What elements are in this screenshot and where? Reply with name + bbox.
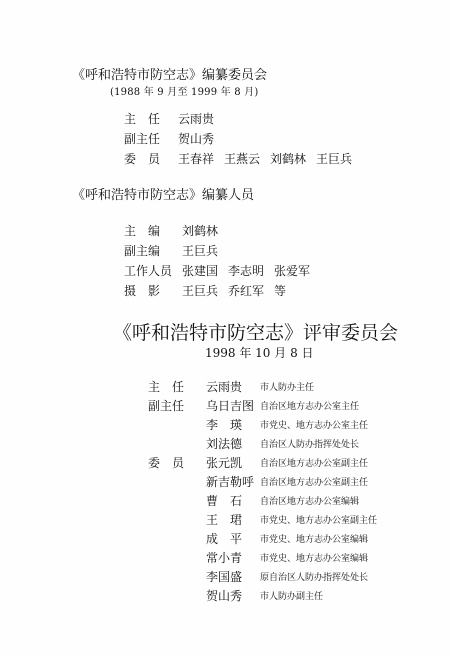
review-row: [148, 378, 448, 396]
review-name: 王 珺: [206, 513, 243, 527]
row-name: 贺山秀: [178, 132, 215, 146]
review-title: 市党史、地方志办公室主任: [260, 421, 369, 431]
row-label: 工作人员: [124, 264, 173, 278]
review-name: 新吉勒呼: [206, 475, 255, 489]
row-name: 王巨兵: [182, 244, 219, 258]
review-title: 自治区地方志办公室副主任: [260, 478, 369, 488]
row-name: 王春祥: [178, 152, 215, 166]
row-label: 副主编: [124, 244, 161, 258]
section2-row-editor: [124, 222, 218, 239]
review-title: 市人防办副主任: [260, 592, 324, 602]
review-role: 副主任: [148, 399, 185, 413]
section3-title: 《呼和浩特市防空志》评审委员会: [113, 322, 399, 344]
review-title: 自治区人防办指挥处处长: [260, 440, 360, 450]
review-name: 成 平: [206, 532, 243, 546]
review-title: 自治区地方志办公室编辑: [260, 497, 360, 507]
review-role: 委 员: [148, 456, 185, 470]
review-name: 曹 石: [206, 494, 243, 508]
review-title: 市人防办主任: [260, 383, 315, 393]
review-title: 市党史、地方志办公室副主任: [260, 516, 378, 526]
section2-row-deputy-editor: [124, 242, 218, 259]
section2-row-staff: [124, 262, 320, 279]
row-name: 王燕云: [224, 152, 261, 166]
section2-title: 《呼和浩特市防空志》编纂人员: [72, 188, 255, 203]
review-name: 常小青: [206, 551, 243, 565]
review-role: 主 任: [148, 380, 185, 394]
review-committee-list: [148, 378, 448, 618]
section1-row-members: [124, 150, 362, 167]
row-name: 王巨兵: [316, 152, 353, 166]
review-title: 自治区地方志办公室副主任: [260, 459, 369, 469]
review-name: 李 瑛: [206, 418, 243, 432]
row-name: 张爱军: [274, 264, 311, 278]
review-row: [148, 530, 448, 548]
row-label: 摄 影: [124, 284, 161, 298]
review-title: 原自治区人防办指挥处处长: [260, 573, 369, 583]
review-title: 市党史、地方志办公室编辑: [260, 535, 369, 545]
row-name: 等: [274, 284, 287, 298]
section3-date: 1998 年 10 月 8 日: [205, 346, 314, 360]
review-name: 云雨贵: [206, 380, 243, 394]
section1-subtitle: (1988 年 9 月至 1999 年 8 月): [110, 87, 259, 98]
review-title: 市党史、地方志办公室编辑: [260, 554, 369, 564]
section2-row-photography: [124, 282, 296, 299]
row-name: 乔红军: [228, 284, 265, 298]
row-name: 刘鹤林: [182, 224, 219, 238]
row-label: 委 员: [124, 152, 161, 166]
review-name: 乌日吉图: [206, 399, 255, 413]
review-row: [148, 587, 448, 605]
review-name: 李国盛: [206, 570, 243, 584]
review-title: 自治区地方志办公室主任: [260, 402, 360, 412]
review-name: 刘法德: [206, 437, 243, 451]
review-name: 贺山秀: [206, 589, 243, 603]
review-row: [148, 454, 448, 472]
review-row: [148, 416, 448, 434]
review-row: [148, 511, 448, 529]
row-name: 张建国: [182, 264, 219, 278]
section1-row-vice-chair: [124, 130, 214, 147]
row-label: 主 任: [124, 112, 161, 126]
row-name: 王巨兵: [182, 284, 219, 298]
row-name: 李志明: [228, 264, 265, 278]
review-row: [148, 435, 448, 453]
review-name: 张元凯: [206, 456, 243, 470]
row-name: 刘鹤林: [270, 152, 307, 166]
review-row: [148, 549, 448, 567]
section1-row-chair: [124, 110, 214, 127]
row-label: 副主任: [124, 132, 161, 146]
review-row: [148, 492, 448, 510]
review-row: [148, 473, 448, 491]
row-name: 云雨贵: [178, 112, 215, 126]
review-row: [148, 568, 448, 586]
section1-title: 《呼和浩特市防空志》编纂委员会: [72, 68, 268, 83]
review-row: [148, 397, 448, 415]
row-label: 主 编: [124, 224, 161, 238]
